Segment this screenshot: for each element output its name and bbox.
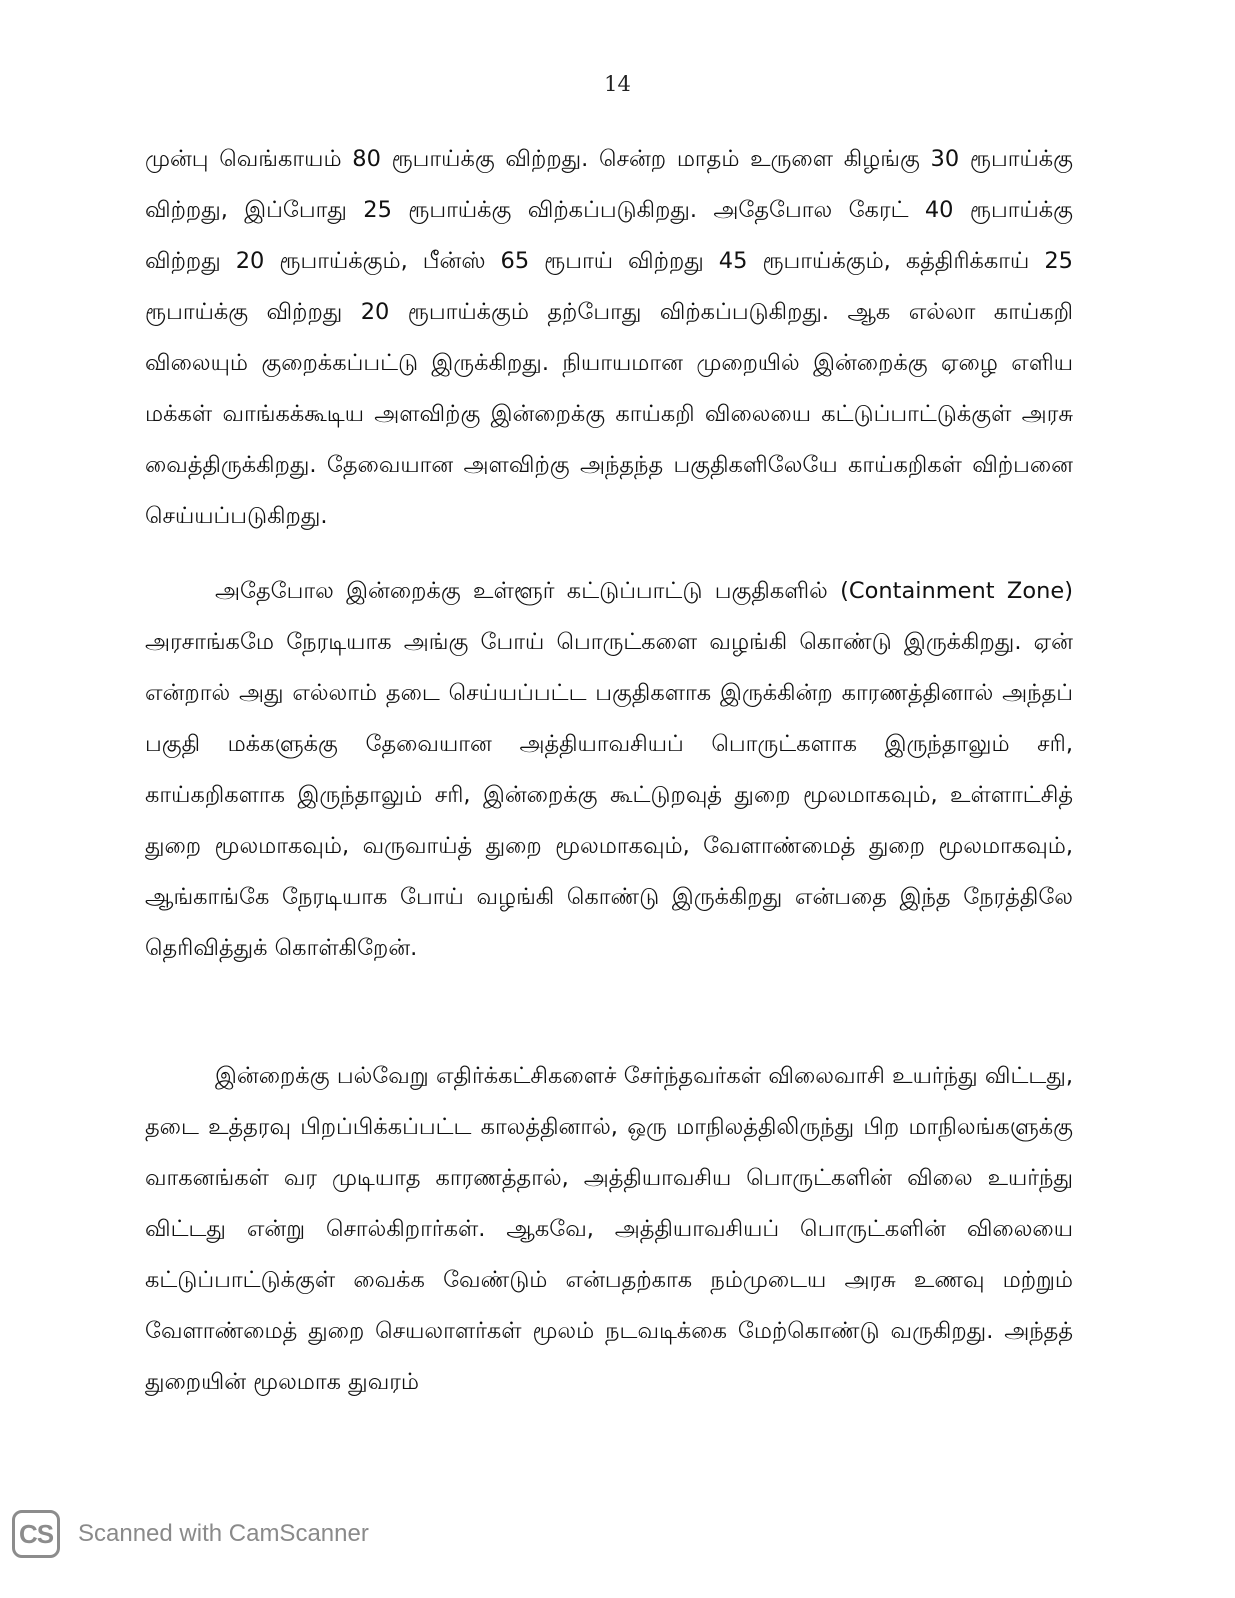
paragraph-3-text: இன்றைக்கு பல்வேறு எதிர்க்கட்சிகளைச் சேர்ந்தவர்கள் விலைவாசி உயர்ந்து விட்டது, தடை உத்தரவு பிறப்பிக்கப்பட்ட காலத்தினால், ஒரு மாநிலத்திலிருந்து பிற மாநிலங்களுக்கு வாகனங்கள் வர முடியாத காரணத்தால், அத்தியாவசிய பொருட்களின் விலை உயர்ந்து விட்டது என்று சொல்கிறார்கள். ஆகவே, அத்தியாவசியப் பொருட்களின் விலையை கட்டுப்பாட்டுக்குள் வைக்க வேண்டும் என்பதற்காக நம்முடைய அரசு உணவு மற்றும் வேளாண்மைத் துறை செயலாளர்கள் மூலம் நடவடிக்கை மேற்கொண்டு வருகிறது. அந்தத் துறையின் மூலமாக துவரம் <box>145 1063 1073 1395</box>
paragraph-2 <box>145 566 1073 974</box>
scanner-watermark <box>12 1508 369 1560</box>
page-number: 14 <box>604 72 631 96</box>
camscanner-logo-icon: CS <box>12 1510 60 1558</box>
scanner-label: Scanned with CamScanner <box>78 1520 369 1547</box>
paragraph-2-text: அதேபோல இன்றைக்கு உள்ளூர் கட்டுப்பாட்டு பகுதிகளில் (Containment Zone) அரசாங்கமே நேரடியாக அங்கு போய் பொருட்களை வழங்கி கொண்டு இருக்கிறது. ஏன் என்றால் அது எல்லாம் தடை செய்யப்பட்ட பகுதிகளாக இருக்கின்ற காரணத்தினால் அந்தப் பகுதி மக்களுக்கு தேவையான அத்தியாவசியப் பொருட்களாக இருந்தாலும் சரி, காய்கறிகளாக இருந்தாலும் சரி, இன்றைக்கு கூட்டுறவுத் துறை மூலமாகவும், உள்ளாட்சித் துறை மூலமாகவும், வருவாய்த் துறை மூலமாகவும், வேளாண்மைத் துறை மூலமாகவும், ஆங்காங்கே நேரடியாக போய் வழங்கி கொண்டு இருக்கிறது என்பதை இந்த நேரத்திலே தெரிவித்துக் கொள்கிறேன். <box>145 578 1073 961</box>
paragraph-1-text: முன்பு வெங்காயம் 80 ரூபாய்க்கு விற்றது. சென்ற மாதம் உருளை கிழங்கு 30 ரூபாய்க்கு விற்றது, இப்போது 25 ரூபாய்க்கு விற்கப்படுகிறது. அதேபோல கேரட் 40 ரூபாய்க்கு விற்றது 20 ரூபாய்க்கும், பீன்ஸ் 65 ரூபாய் விற்றது 45 ரூபாய்க்கும், கத்திரிக்காய் 25 ரூபாய்க்கு விற்றது 20 ரூபாய்க்கும் தற்போது விற்கப்படுகிறது. ஆக எல்லா காய்கறி விலையும் குறைக்கப்பட்டு இருக்கிறது. நியாயமான முறையில் இன்றைக்கு ஏழை எளிய மக்கள் வாங்கக்கூடிய அளவிற்கு இன்றைக்கு காய்கறி விலையை கட்டுப்பாட்டுக்குள் அரசு வைத்திருக்கிறது. தேவையான அளவிற்கு அந்தந்த பகுதிகளிலேயே காய்கறிகள் விற்பனை செய்யப்படுகிறது. <box>145 146 1073 529</box>
paragraph-3 <box>145 1051 1073 1408</box>
paragraph-1 <box>145 134 1073 542</box>
